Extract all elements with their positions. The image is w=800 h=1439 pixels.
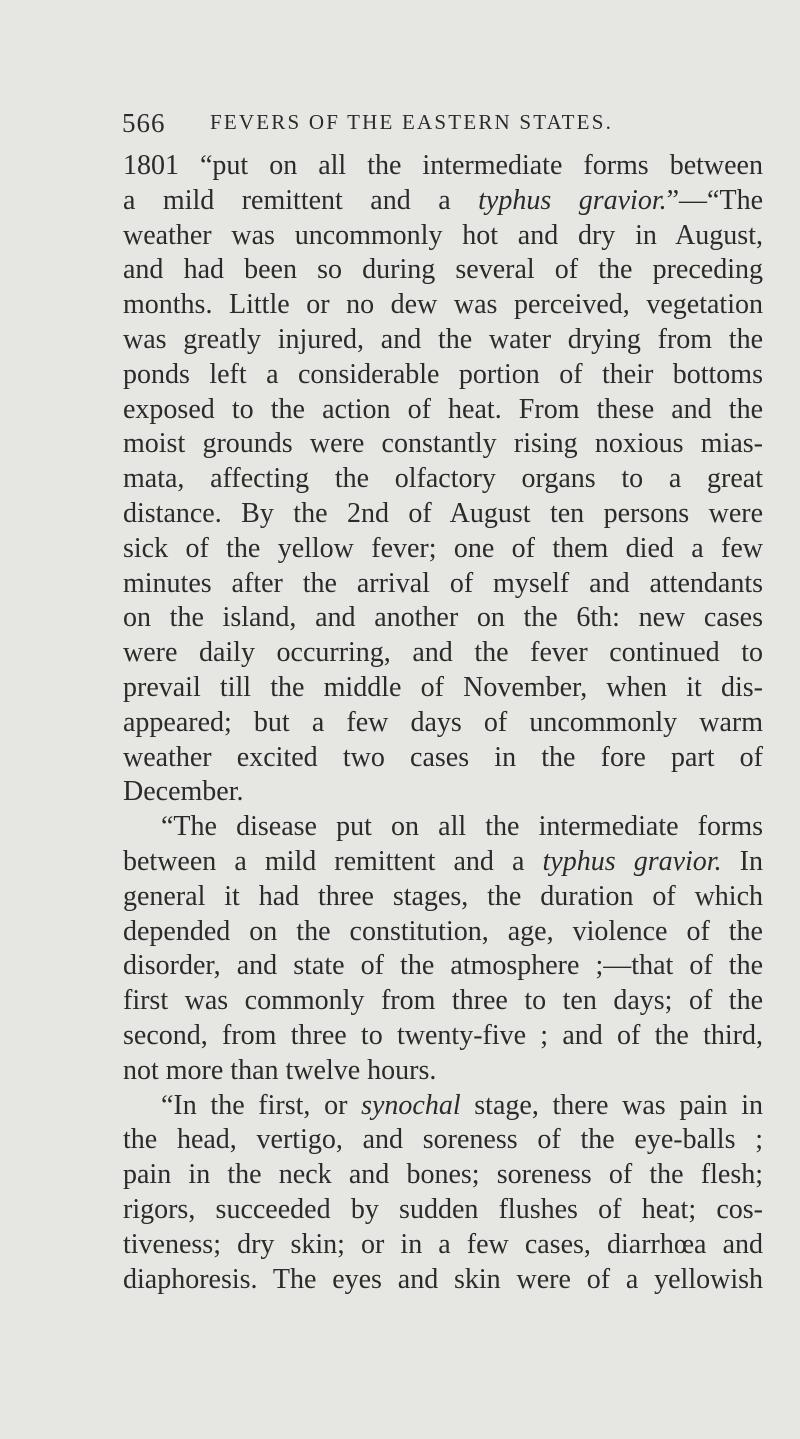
text-line: rigors, succeeded by sudden flushes of heat; cos-: [123, 1193, 763, 1225]
page-header: [122, 102, 762, 142]
text-line: appeared; but a few days of uncommonly warm: [123, 706, 763, 738]
text-line: weather excited two cases in the fore part of: [123, 741, 763, 773]
text-line: between a mild remittent and a typhus gravior. In: [123, 845, 764, 877]
text-line: diaphoresis. The eyes and skin were of a yellowish: [123, 1263, 763, 1295]
text-line: a mild remittent and a typhus gravior.”—“The: [123, 184, 763, 216]
text-line: was greatly injured, and the water drying from the: [123, 323, 763, 355]
text-line: 1801 “put on all the intermediate forms between: [123, 150, 763, 181]
text-line: the head, vertigo, and soreness of the eye-balls ;: [123, 1124, 763, 1156]
paragraph-start-line: “In the first, or synochal stage, there was pain in: [161, 1089, 763, 1121]
running-title: FEVERS OF THE EASTERN STATES.: [210, 110, 614, 134]
text-line: minutes after the arrival of myself and attendants: [123, 567, 763, 599]
text-line: pain in the neck and bones; soreness of the flesh;: [123, 1159, 763, 1191]
text-line: ponds left a considerable portion of their bottoms: [123, 358, 763, 390]
page-number: 566: [122, 108, 166, 138]
text-line: moist grounds were constantly rising noxious mias-: [123, 428, 763, 460]
text-line: and had been so during several of the preceding: [123, 254, 763, 286]
text-line: general it had three stages, the duration of which: [123, 880, 763, 912]
text-line: months. Little or no dew was perceived, vegetation: [123, 289, 763, 321]
text-line: exposed to the action of heat. From these and the: [123, 393, 763, 425]
text-line: sick of the yellow fever; one of them died a few: [123, 532, 763, 564]
text-line: on the island, and another on the 6th: new cases: [123, 602, 763, 634]
text-line: December.: [123, 776, 244, 808]
text-line: tiveness; dry skin; or in a few cases, diarrhœa and: [123, 1228, 763, 1260]
text-line: first was commonly from three to ten days; of the: [123, 985, 763, 1017]
text-line: second, from three to twenty-five ; and of the third,: [123, 1019, 763, 1051]
text-line: depended on the constitution, age, violence of the: [123, 915, 763, 947]
text-line: weather was uncommonly hot and dry in August,: [123, 219, 763, 251]
italic-term: synochal: [361, 1089, 461, 1121]
text-line: mata, affecting the olfactory organs to a great: [123, 463, 763, 495]
text-line: were daily occurring, and the fever continued to: [123, 637, 763, 669]
text-line: distance. By the 2nd of August ten persons were: [123, 497, 763, 529]
italic-term: typhus gravior.: [542, 845, 722, 877]
italic-term: typhus gravior.: [478, 184, 667, 216]
paragraph-start-line: “The disease put on all the intermediate forms: [161, 811, 763, 843]
text-line: disorder, and state of the atmosphere ;—that of the: [123, 950, 763, 982]
body-text: [123, 149, 763, 1297]
text-line: prevail till the middle of November, when it dis-: [123, 671, 763, 703]
text-line: not more than twelve hours.: [123, 1054, 437, 1086]
